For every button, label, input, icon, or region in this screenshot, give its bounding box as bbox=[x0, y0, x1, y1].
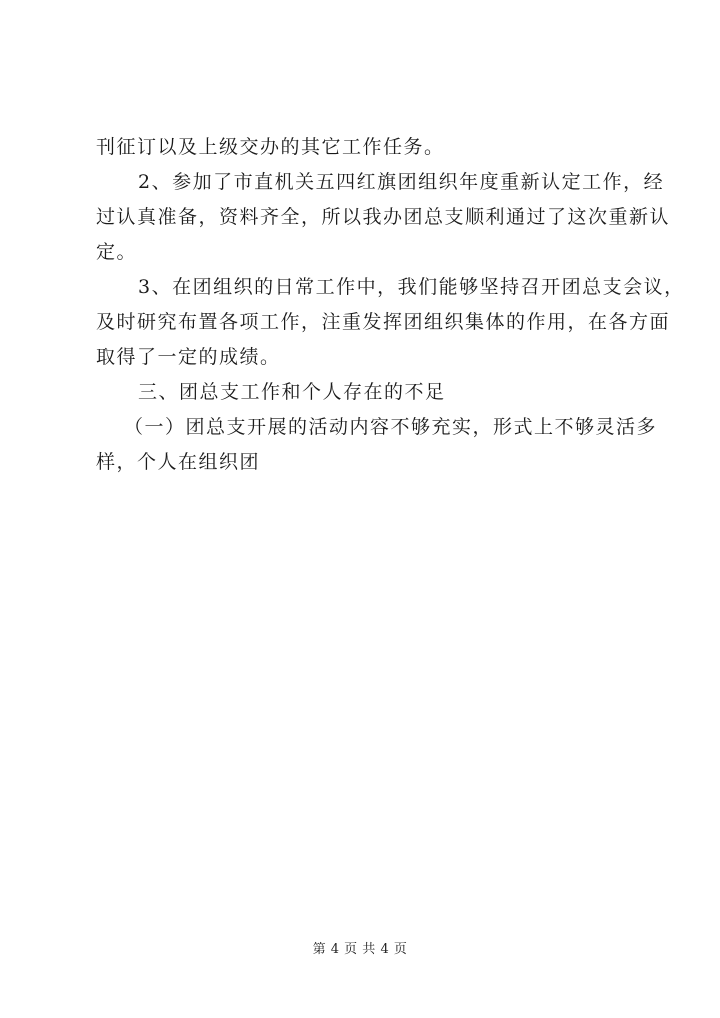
paragraph-line: 刊征订以及上级交办的其它工作任务。 bbox=[96, 136, 445, 158]
paragraph-line: 样，个人在组织团 bbox=[96, 451, 261, 473]
section-heading: 三、团总支工作和个人存在的不足 bbox=[138, 381, 446, 403]
paragraph-line: 及时研究布置各项工作，注重发挥团组织集体的作用，在各方面 bbox=[96, 311, 671, 333]
paragraph-line: 定。 bbox=[96, 241, 138, 263]
page-number-footer: 第 4 页 共 4 页 bbox=[312, 942, 408, 957]
paragraph-line: 过认真准备，资料齐全，所以我办团总支顺利通过了这次重新认 bbox=[96, 206, 671, 228]
paragraph-line: （一）团总支开展的活动内容不够充实，形式上不够灵活多 bbox=[124, 416, 658, 438]
paragraph-line: 2、参加了市直机关五四红旗团组织年度重新认定工作，经 bbox=[138, 171, 665, 193]
paragraph-line: 取得了一定的成绩。 bbox=[96, 346, 281, 368]
document-body bbox=[96, 130, 685, 480]
paragraph-line: 3、在团组织的日常工作中，我们能够坚持召开团总支会议， bbox=[138, 276, 685, 298]
